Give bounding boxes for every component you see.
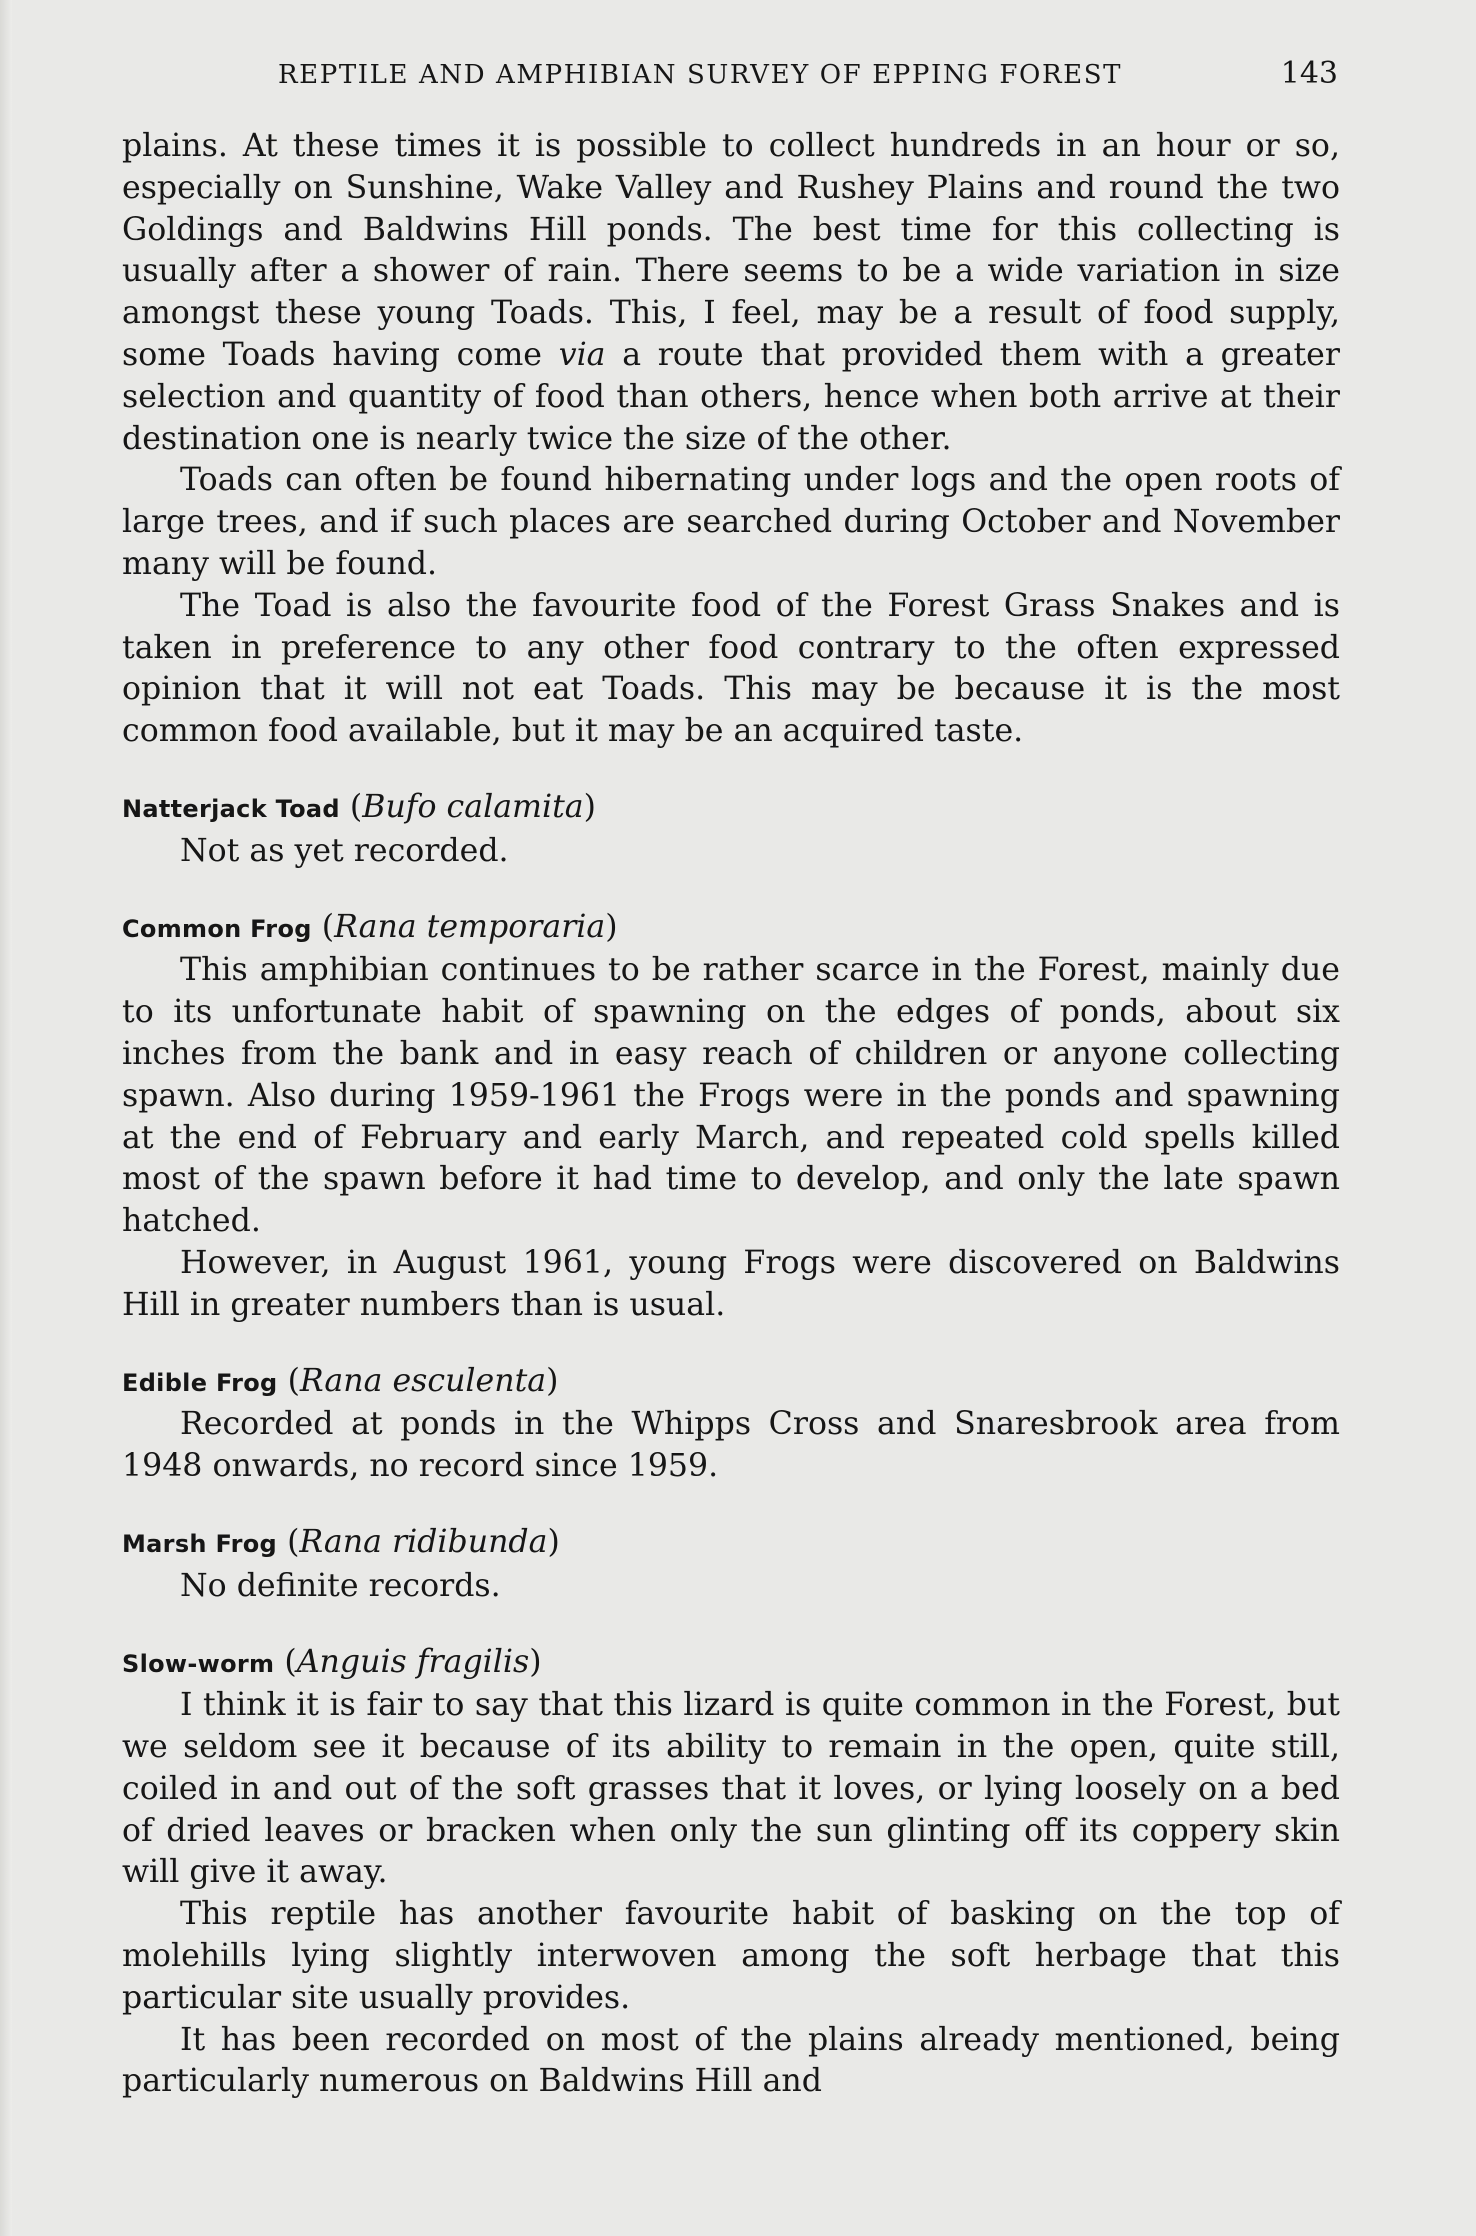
species-latin-name: Rana temporaria (334, 908, 606, 945)
paragraph-natterjack: Not as yet recorded. (180, 832, 509, 869)
species-heading-common-frog: Common Frog (Rana temporaria) (122, 908, 618, 945)
paragraph-slow-worm-basking: This reptile has another favourite habit of basking on the top of molehills lying slightly interwoven among the soft herbage that this particular site usually provides. (122, 1896, 1340, 2016)
running-title: REPTILE AND AMPHIBIAN SURVEY OF EPPING FOREST (278, 60, 1123, 90)
latin-via: via (558, 336, 606, 373)
species-common-name: Slow-worm (122, 1649, 275, 1678)
paragraph-toad-size: plains. At these times it is possible to collect hundreds in an hour or so, especially on Sunshine, Wake Valley and Rushey Plains and round the two Goldings and Baldwins Hill ponds. The best time for this collecting is usually after a shower of rain. There seems to be a wide variation in size amongst these young Toads. This, I feel, may be a result of food supply, some Toads having come via a route that provided them with a greater selection and quantity of food than others, hence when both arrive at their destination one is nearly twice the size of the other. (122, 128, 1340, 457)
species-latin-name: Rana esculenta (299, 1362, 547, 1399)
species-heading-marsh-frog: Marsh Frog (Rana ridibunda) (122, 1523, 560, 1560)
paragraph-edible-frog: Recorded at ponds in the Whipps Cross and Snaresbrook area from 1948 onwards, no record since 1959. (122, 1406, 1340, 1485)
paragraph-toad-food: The Toad is also the favourite food of the Forest Grass Snakes and is taken in preference to any other food contrary to the often expressed opinion that it will not eat Toads. This may be because it is the most common food available, but it may be an acquired taste. (122, 587, 1340, 750)
species-heading-natterjack-toad: Natterjack Toad (Bufo calamita) (122, 788, 596, 825)
running-header (122, 56, 1340, 112)
species-latin-name: Anguis fragilis (296, 1643, 530, 1680)
book-page (122, 56, 1340, 2103)
paragraph-common-frog-1961: However, in August 1961, young Frogs were discovered on Baldwins Hill in greater numbers than is usual. (122, 1244, 1340, 1323)
species-common-name: Marsh Frog (122, 1529, 278, 1558)
species-common-name: Common Frog (122, 914, 312, 943)
species-heading-edible-frog: Edible Frog (Rana esculenta) (122, 1362, 559, 1399)
paragraph-marsh-frog: No definite records. (180, 1567, 501, 1604)
species-common-name: Edible Frog (122, 1368, 278, 1397)
species-latin-name: Bufo calamita (362, 788, 584, 825)
paragraph-slow-worm-habits: I think it is fair to say that this lizard is quite common in the Forest, but we seldom see it because of its ability to remain in the open, quite still, coiled in and out of the soft grasses that it loves, or lying loosely on a bed of dried leaves or bracken when only the sun glinting off its coppery skin will give it away. (122, 1687, 1340, 1891)
article-body (122, 126, 1340, 2103)
paragraph-toad-hibernation: Toads can often be found hibernating under logs and the open roots of large trees, and if such places are searched during October and November many will be found. (122, 462, 1340, 582)
page-number: 143 (1280, 56, 1338, 91)
scan-left-edge (0, 0, 12, 2236)
species-common-name: Natterjack Toad (122, 794, 340, 823)
paragraph-common-frog-spawning: This amphibian continues to be rather scarce in the Forest, mainly due to its unfortunate habit of spawning on the edges of ponds, about six inches from the bank and in easy reach of children or anyone collecting spawn. Also during 1959-1961 the Frogs were in the ponds and spawning at the end of February and early March, and repeated cold spells killed most of the spawn before it had time to develop, and only the late spawn hatched. (122, 952, 1340, 1240)
species-heading-slow-worm: Slow-worm (Anguis fragilis) (122, 1643, 542, 1680)
paragraph-slow-worm-records: It has been recorded on most of the plains already mentioned, being particularly numerous on Baldwins Hill and (122, 2021, 1340, 2100)
species-latin-name: Rana ridibunda (299, 1523, 548, 1560)
